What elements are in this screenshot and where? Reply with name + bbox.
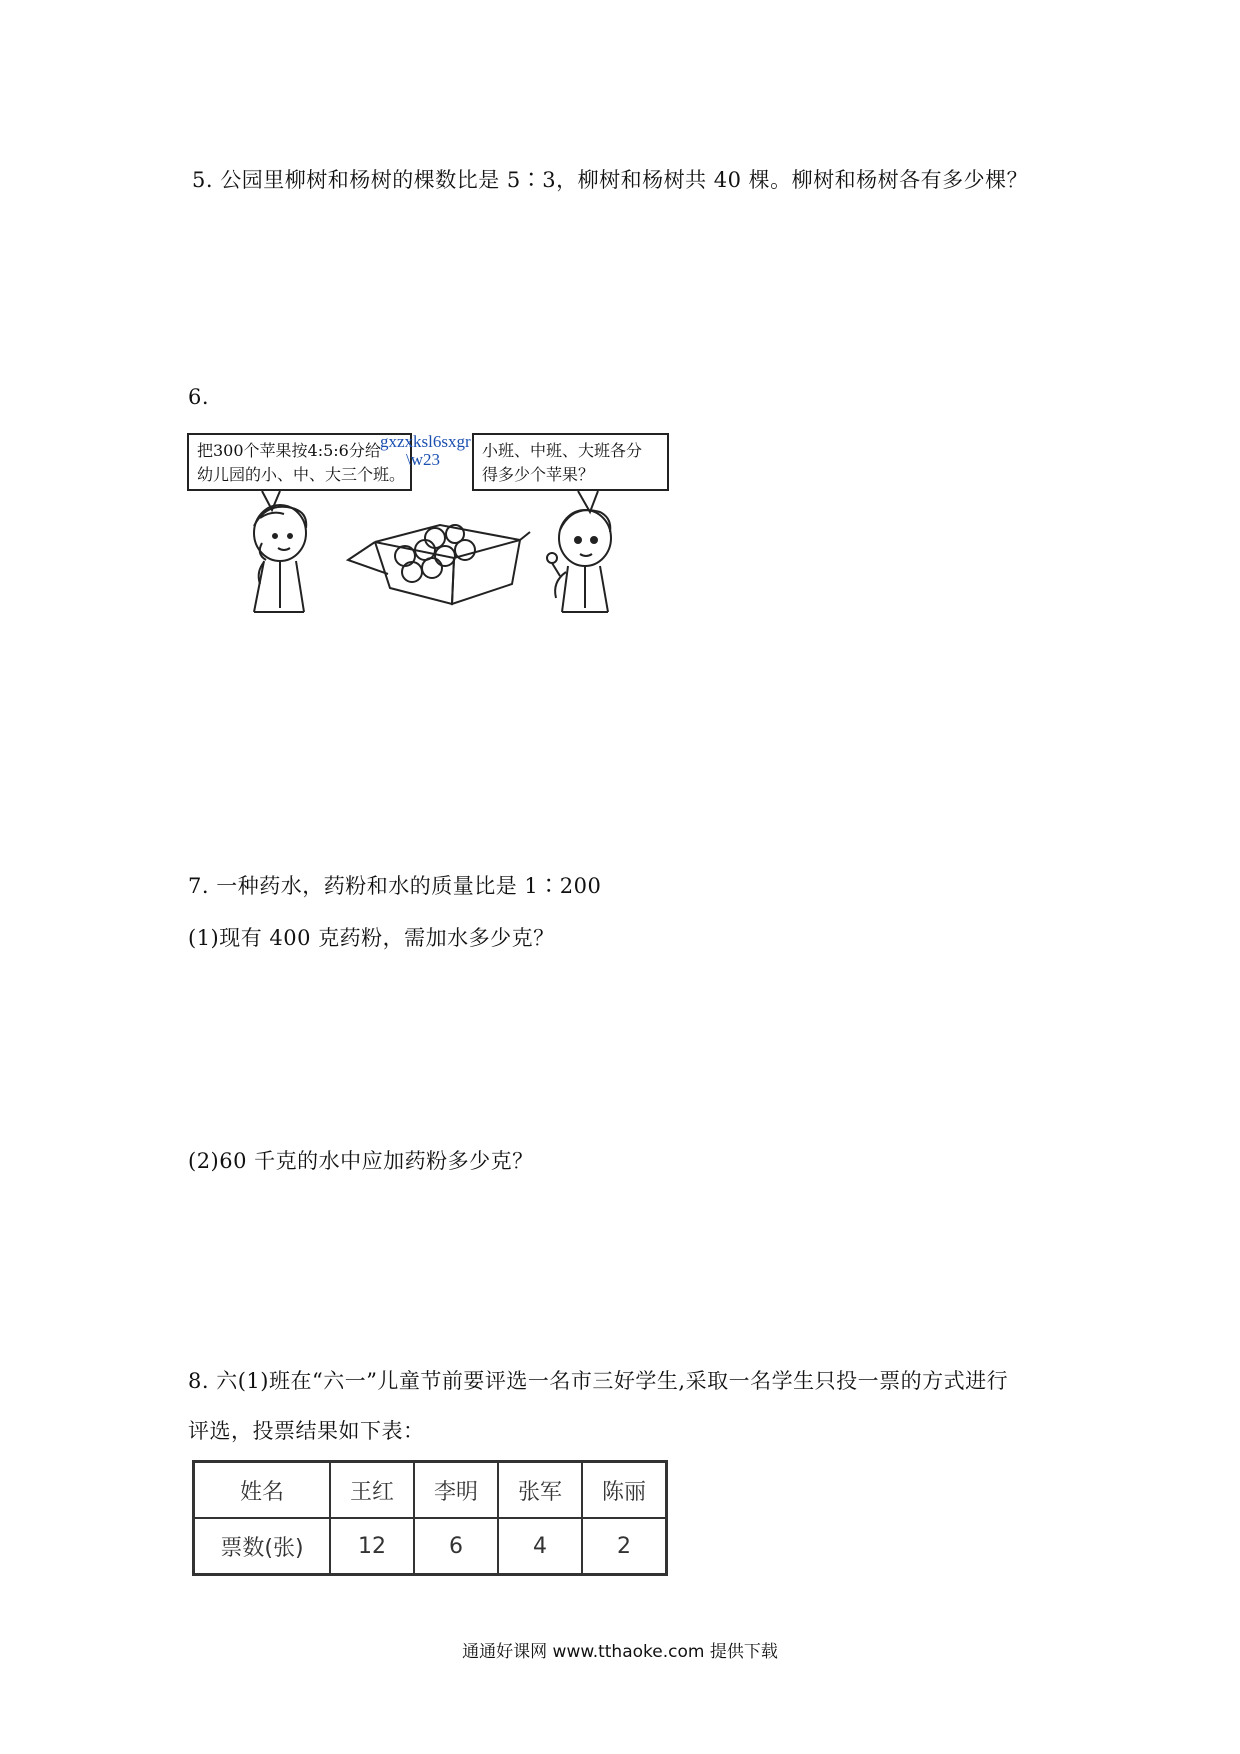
table-cell: 4 bbox=[498, 1518, 582, 1575]
left-bubble-line-2: 幼儿园的小、中、大三个班。 bbox=[197, 465, 406, 484]
question-8-line-2: 评选，投票结果如下表： bbox=[188, 1419, 425, 1443]
question-6-number: 6. bbox=[188, 385, 210, 409]
left-speech-bubble bbox=[187, 433, 412, 491]
table-cell: 2 bbox=[582, 1518, 667, 1575]
page-footer: 通通好课网 www.tthaoke.com 提供下载 bbox=[462, 1642, 778, 1662]
question-7-part-1: (1)现有 400 克药粉，需加水多少克？ bbox=[188, 926, 555, 950]
right-bubble-line-1: 小班、中班、大班各分 bbox=[482, 441, 643, 460]
question-8-line-1: 8. 六(1)班在“六一”儿童节前要评选一名市三好学生,采取一名学生只投一票的方式进行 bbox=[188, 1369, 1009, 1393]
right-bubble-tail bbox=[578, 491, 598, 512]
table-cell: 12 bbox=[330, 1518, 414, 1575]
question-7-part-2: (2)60 千克的水中应加药粉多少克？ bbox=[188, 1149, 534, 1173]
right-bubble-line-2: 得多少个苹果？ bbox=[482, 465, 595, 484]
apple-box bbox=[348, 525, 530, 604]
table-cell: 姓名 bbox=[194, 1462, 331, 1519]
table-cell: 陈丽 bbox=[582, 1462, 667, 1519]
table-header-row bbox=[194, 1462, 667, 1519]
table-cell: 李明 bbox=[414, 1462, 498, 1519]
thinking-boy-figure bbox=[254, 505, 306, 612]
table-cell: 王红 bbox=[330, 1462, 414, 1519]
left-bubble-line-1: 把300个苹果按4:5:6分给 bbox=[197, 441, 381, 460]
table-row bbox=[194, 1518, 667, 1575]
question-5: 5. 公园里柳树和杨树的棵数比是 5∶3，柳树和杨树共 40 棵。柳树和杨树各有多少棵？ bbox=[192, 168, 1029, 192]
cartoon-illustration bbox=[180, 488, 680, 628]
watermark-text: gxzxksl6sxgr \w23 bbox=[380, 432, 471, 469]
right-speech-bubble bbox=[472, 433, 669, 491]
question-7: 7. 一种药水，药粉和水的质量比是 1∶200 bbox=[188, 874, 602, 898]
table-cell: 6 bbox=[414, 1518, 498, 1575]
table-cell: 票数(张) bbox=[194, 1518, 331, 1575]
questioning-boy-figure bbox=[547, 510, 611, 612]
table-cell: 张军 bbox=[498, 1462, 582, 1519]
vote-results-table bbox=[192, 1460, 668, 1576]
